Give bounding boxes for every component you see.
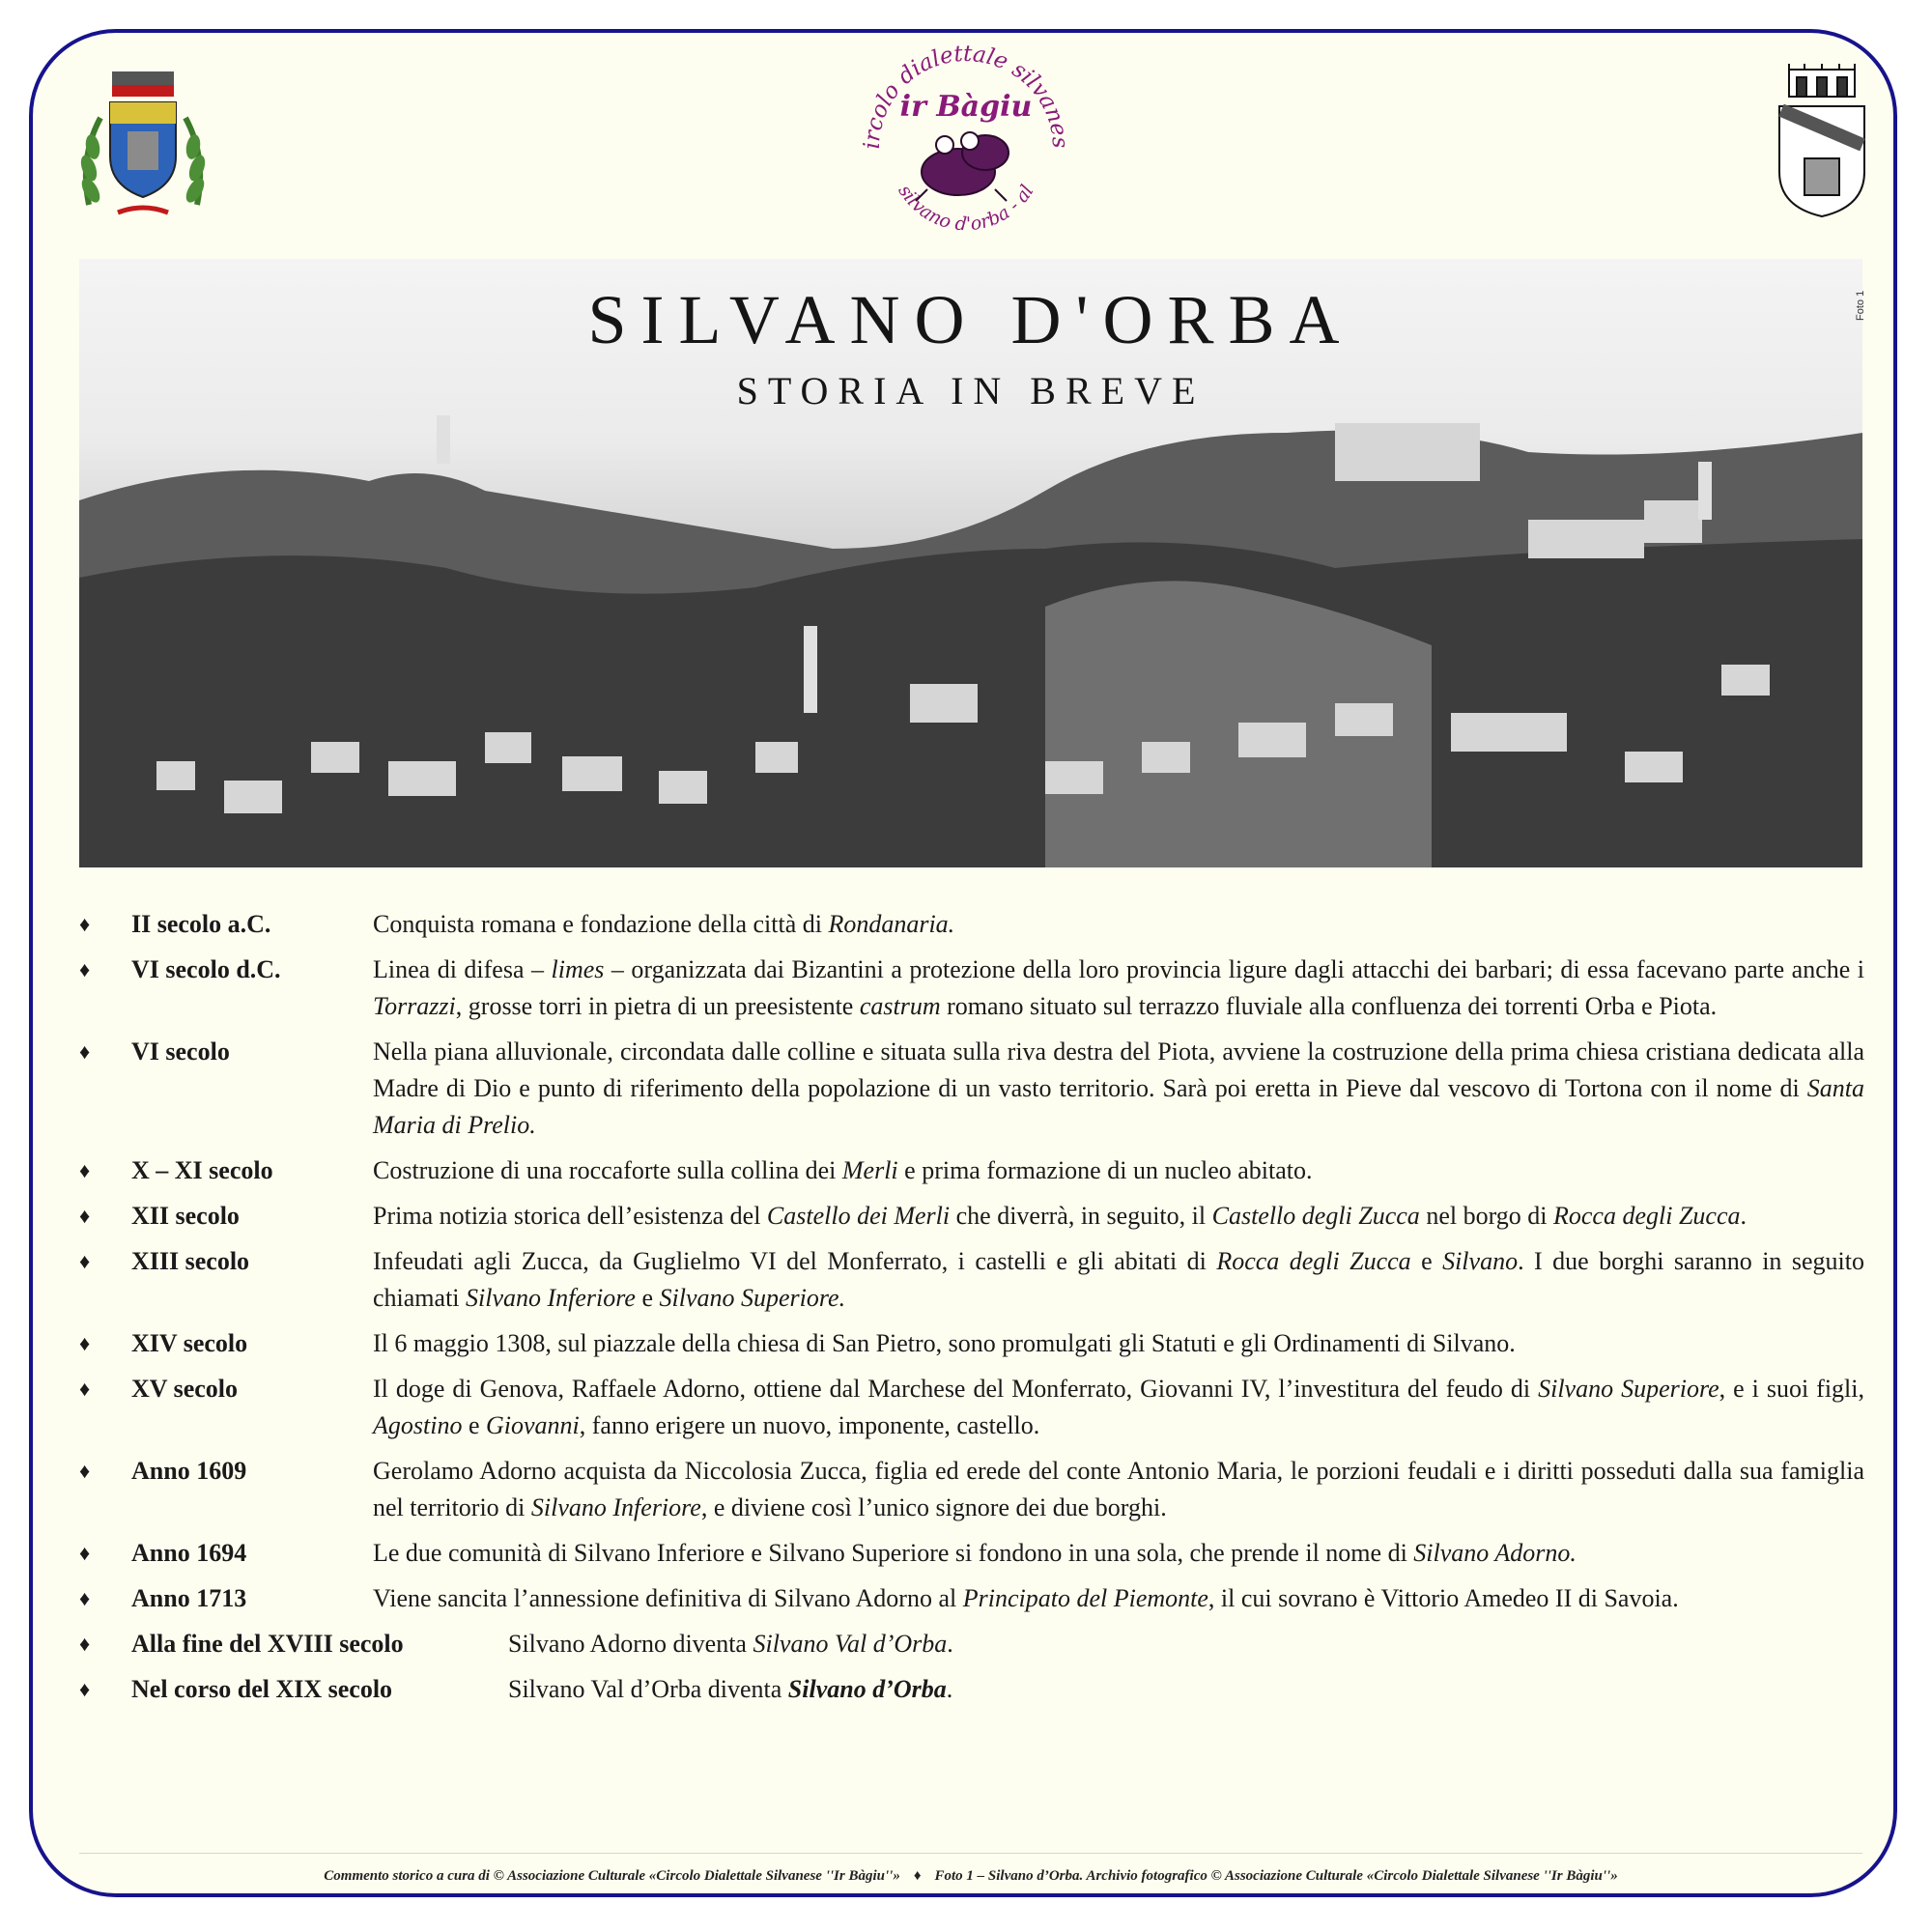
- frog-logo-icon: [850, 27, 1082, 249]
- diamond-bullet-icon: ♦: [79, 1541, 91, 1565]
- timeline-row: [79, 1198, 1864, 1235]
- timeline-period: XV secolo: [131, 1375, 239, 1403]
- footer-credit-text: Commento storico a cura di © Associazione Culturale «Circolo Dialettale Silvanese ''Ir Bàgiu''»: [324, 1868, 900, 1884]
- timeline-period: Anno 1694: [131, 1539, 247, 1567]
- timeline-description: Nella piana alluvionale, circondata dalle colline e situata sulla riva destra del Piota, avviene la costruzione della prima chiesa cristiana dedicata alla Madre di Dio e punto di riferimento della popolazione di un vasto territorio. Sarà poi eretta in Pieve dal vescovo di Tortona con il nome di Santa Maria di Prelio.: [373, 1037, 1864, 1139]
- diamond-bullet-icon: ♦: [79, 1677, 91, 1701]
- timeline-period: Nel corso del XIX secolo: [131, 1675, 393, 1703]
- diamond-bullet-icon: ♦: [79, 1204, 91, 1228]
- timeline-period: XIV secolo: [131, 1329, 248, 1357]
- diamond-bullet-icon: ♦: [79, 1039, 91, 1064]
- diamond-bullet-icon: ♦: [79, 1158, 91, 1182]
- timeline-row: [79, 1535, 1864, 1572]
- diamond-bullet-icon: ♦: [79, 1249, 91, 1273]
- timeline-period: Anno 1713: [131, 1584, 247, 1612]
- logo-top-text: ircolo dialettale silvanes: [859, 41, 1073, 150]
- timeline-row: [79, 906, 1864, 943]
- timeline-row: [79, 952, 1864, 1025]
- timeline-period: XII secolo: [131, 1202, 240, 1230]
- circolo-logo: [850, 27, 1082, 249]
- timeline-row: [79, 1671, 1864, 1708]
- diamond-bullet-icon: ♦: [79, 957, 91, 981]
- page-subtitle: STORIA IN BREVE: [736, 369, 1206, 412]
- timeline-description: Il doge di Genova, Raffaele Adorno, ottiene dal Marchese del Monferrato, Giovanni IV, l’investitura del feudo di Silvano Superiore, e i suoi figli, Agostino e Giovanni, fanno erigere un nuovo, imponente, castello.: [373, 1375, 1865, 1439]
- diamond-bullet-icon: ♦: [79, 1586, 91, 1610]
- diamond-bullet-icon: ♦: [79, 912, 91, 936]
- timeline-row: [79, 1034, 1864, 1144]
- timeline-row: [79, 1243, 1864, 1317]
- timeline-description: Linea di difesa – limes – organizzata dai Bizantini a protezione della loro provincia ligure dagli attacchi dei barbari; di essa facevano parte anche i Torrazzi, grosse torri in pietra di un preesistente castrum romano situato sul terrazzo fluviale alla confluenza dei torrenti Orba e Piota.: [373, 955, 1864, 1020]
- timeline-period: Alla fine del XVIII secolo: [131, 1630, 404, 1658]
- diamond-bullet-icon: ♦: [79, 1459, 91, 1483]
- diamond-bullet-icon: ♦: [79, 1377, 91, 1401]
- footer-separator: ♦: [913, 1868, 922, 1884]
- footer-divider: [79, 1853, 1862, 1854]
- comune-coat-of-arms-icon: [79, 60, 207, 222]
- timeline-description: Costruzione di una roccaforte sulla collina dei Merli e prima formazione di un nucleo abitato.: [373, 1156, 1313, 1184]
- timeline-row: [79, 1152, 1864, 1189]
- timeline-description: Gerolamo Adorno acquista da Niccolosia Zucca, figlia ed erede del conte Antonio Maria, le porzioni feudali e i diritti posseduti dalla sua famiglia nel territorio di Silvano Inferiore, e diviene così l’unico signore dei due borghi.: [373, 1457, 1864, 1521]
- timeline-period: VI secolo: [131, 1037, 230, 1065]
- timeline-row: [79, 1580, 1864, 1617]
- timeline-description: Le due comunità di Silvano Inferiore e Silvano Superiore si fondono in una sola, che prende il nome di Silvano Adorno.: [373, 1539, 1577, 1567]
- timeline-row: [79, 1453, 1864, 1526]
- town-panorama-photo: [79, 259, 1862, 867]
- timeline-description: Conquista romana e fondazione della città di Rondanaria.: [373, 910, 955, 938]
- svg-text:circolo dialettale silvanese: [850, 27, 1072, 150]
- timeline-description: Il 6 maggio 1308, sul piazzale della chiesa di San Pietro, sono promulgati gli Statuti e gli Ordinamenti di Silvano.: [373, 1329, 1516, 1357]
- timeline-row: [79, 1626, 1864, 1662]
- timeline-description: Prima notizia storica dell’esistenza del Castello dei Merli che diverrà, in seguito, il Castello degli Zucca nel borgo di Rocca degli Zucca.: [373, 1202, 1747, 1230]
- timeline-period: XIII secolo: [131, 1247, 250, 1275]
- timeline-period: Anno 1609: [131, 1457, 247, 1485]
- timeline-period: VI secolo d.C.: [131, 955, 281, 983]
- timeline-description: Silvano Adorno diventa Silvano Val d’Orba.: [508, 1630, 953, 1658]
- timeline-period: X – XI secolo: [131, 1156, 273, 1184]
- page-title: SILVANO D'ORBA: [587, 281, 1354, 358]
- logo-bottom-text: silvano d'orba - al: [894, 181, 1038, 236]
- photo-label: Foto 1: [1855, 290, 1866, 321]
- logo-name: ir Bàgiu: [899, 90, 1033, 124]
- timeline-description: Silvano Val d’Orba diventa Silvano d’Orba.: [508, 1675, 953, 1703]
- town-coat-of-arms-icon: [1776, 64, 1868, 218]
- credits-footer: [79, 1868, 1862, 1885]
- footer-photo-credit: Foto 1 – Silvano d’Orba. Archivio fotografico © Associazione Culturale «Circolo Dialettale Silvanese ''Ir Bàgiu''»: [934, 1868, 1618, 1884]
- timeline-period: II secolo a.C.: [131, 910, 271, 938]
- diamond-bullet-icon: ♦: [79, 1331, 91, 1355]
- timeline-row: [79, 1371, 1864, 1444]
- history-timeline: [79, 906, 1864, 1717]
- timeline-row: [79, 1325, 1864, 1362]
- timeline-description: Viene sancita l’annessione definitiva di Silvano Adorno al Principato del Piemonte, il cui sovrano è Vittorio Amedeo II di Savoia.: [373, 1584, 1679, 1612]
- diamond-bullet-icon: ♦: [79, 1632, 91, 1656]
- timeline-description: Infeudati agli Zucca, da Guglielmo VI del Monferrato, i castelli e gli abitati di Rocca degli Zucca e Silvano. I due borghi saranno in seguito chiamati Silvano Inferiore e Silvano Superiore.: [373, 1247, 1864, 1312]
